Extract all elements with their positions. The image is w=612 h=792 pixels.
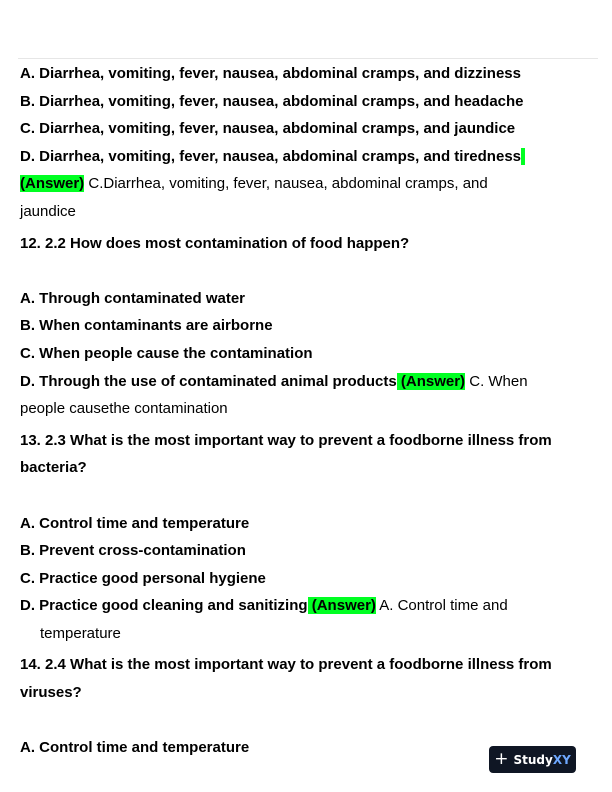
q11-option-b: B. Diarrhea, vomiting, fever, nausea, abdominal cramps, and headache	[20, 92, 524, 110]
q14-question-cont: viruses?	[20, 684, 82, 702]
logo-text-xy: XY	[552, 752, 571, 767]
answer-tag-text: (Answer)	[311, 597, 376, 615]
q12-answer-text: C. When	[465, 372, 528, 390]
q11-answer-text: C.Diarrhea, vomiting, fever, nausea, abdominal cramps, and	[84, 175, 488, 193]
q13-option-d: D. Practice good cleaning and sanitizing	[20, 597, 308, 615]
q13-option-c: C. Practice good personal hygiene	[20, 569, 266, 587]
document-content	[20, 60, 600, 762]
logo-text	[513, 753, 570, 767]
highlight-marker	[521, 148, 525, 165]
q11-option-a: A. Diarrhea, vomiting, fever, nausea, abdominal cramps, and dizziness	[20, 65, 521, 82]
q12-option-d: D. Through the use of contaminated animal products	[20, 372, 397, 390]
q12-answer-text-cont: people causethe contamination	[20, 400, 228, 418]
top-divider	[18, 58, 598, 59]
answer-tag: (Answer)	[20, 175, 85, 193]
studyxy-logo[interactable]	[489, 746, 576, 773]
q13-option-a: A. Control time and temperature	[20, 514, 250, 532]
q12-option-b: B. When contaminants are airborne	[20, 317, 273, 335]
q12-option-a: A. Through contaminated water	[20, 289, 246, 307]
plus-icon: +	[494, 749, 509, 769]
logo-text-study: Study	[513, 752, 553, 767]
q13-answer-text-cont: temperature	[40, 624, 121, 642]
q12-question: 12. 2.2 How does most contamination of food happen?	[20, 234, 410, 252]
q12-option-c: C. When people cause the contamination	[20, 344, 313, 362]
answer-tag	[397, 373, 465, 390]
answer-tag-text: (Answer)	[400, 372, 466, 390]
q13-option-b: B. Prevent cross-contamination	[20, 542, 246, 560]
q11-answer-text-cont: jaundice	[20, 202, 76, 220]
q11-option-d-line	[20, 143, 600, 171]
q11-option-c: C. Diarrhea, vomiting, fever, nausea, abdominal cramps, and jaundice	[20, 120, 516, 138]
q14-question: 14. 2.4 What is the most important way to prevent a foodborne illness from	[20, 656, 552, 674]
q13-answer-text: A. Control time and	[375, 597, 508, 615]
q13-option-d-line	[20, 592, 600, 620]
spacer	[20, 707, 600, 735]
q14-option-a: A. Control time and temperature	[20, 739, 250, 757]
spacer	[20, 257, 600, 285]
spacer	[20, 482, 600, 510]
q13-question: 13. 2.3 What is the most important way to prevent a foodborne illness from	[20, 431, 552, 449]
answer-tag	[308, 597, 376, 614]
q12-option-d-line	[20, 368, 600, 396]
q11-answer-line	[20, 170, 600, 198]
q11-option-d: D. Diarrhea, vomiting, fever, nausea, abdominal cramps, and tiredness	[20, 147, 521, 165]
q13-question-cont: bacteria?	[20, 459, 87, 477]
